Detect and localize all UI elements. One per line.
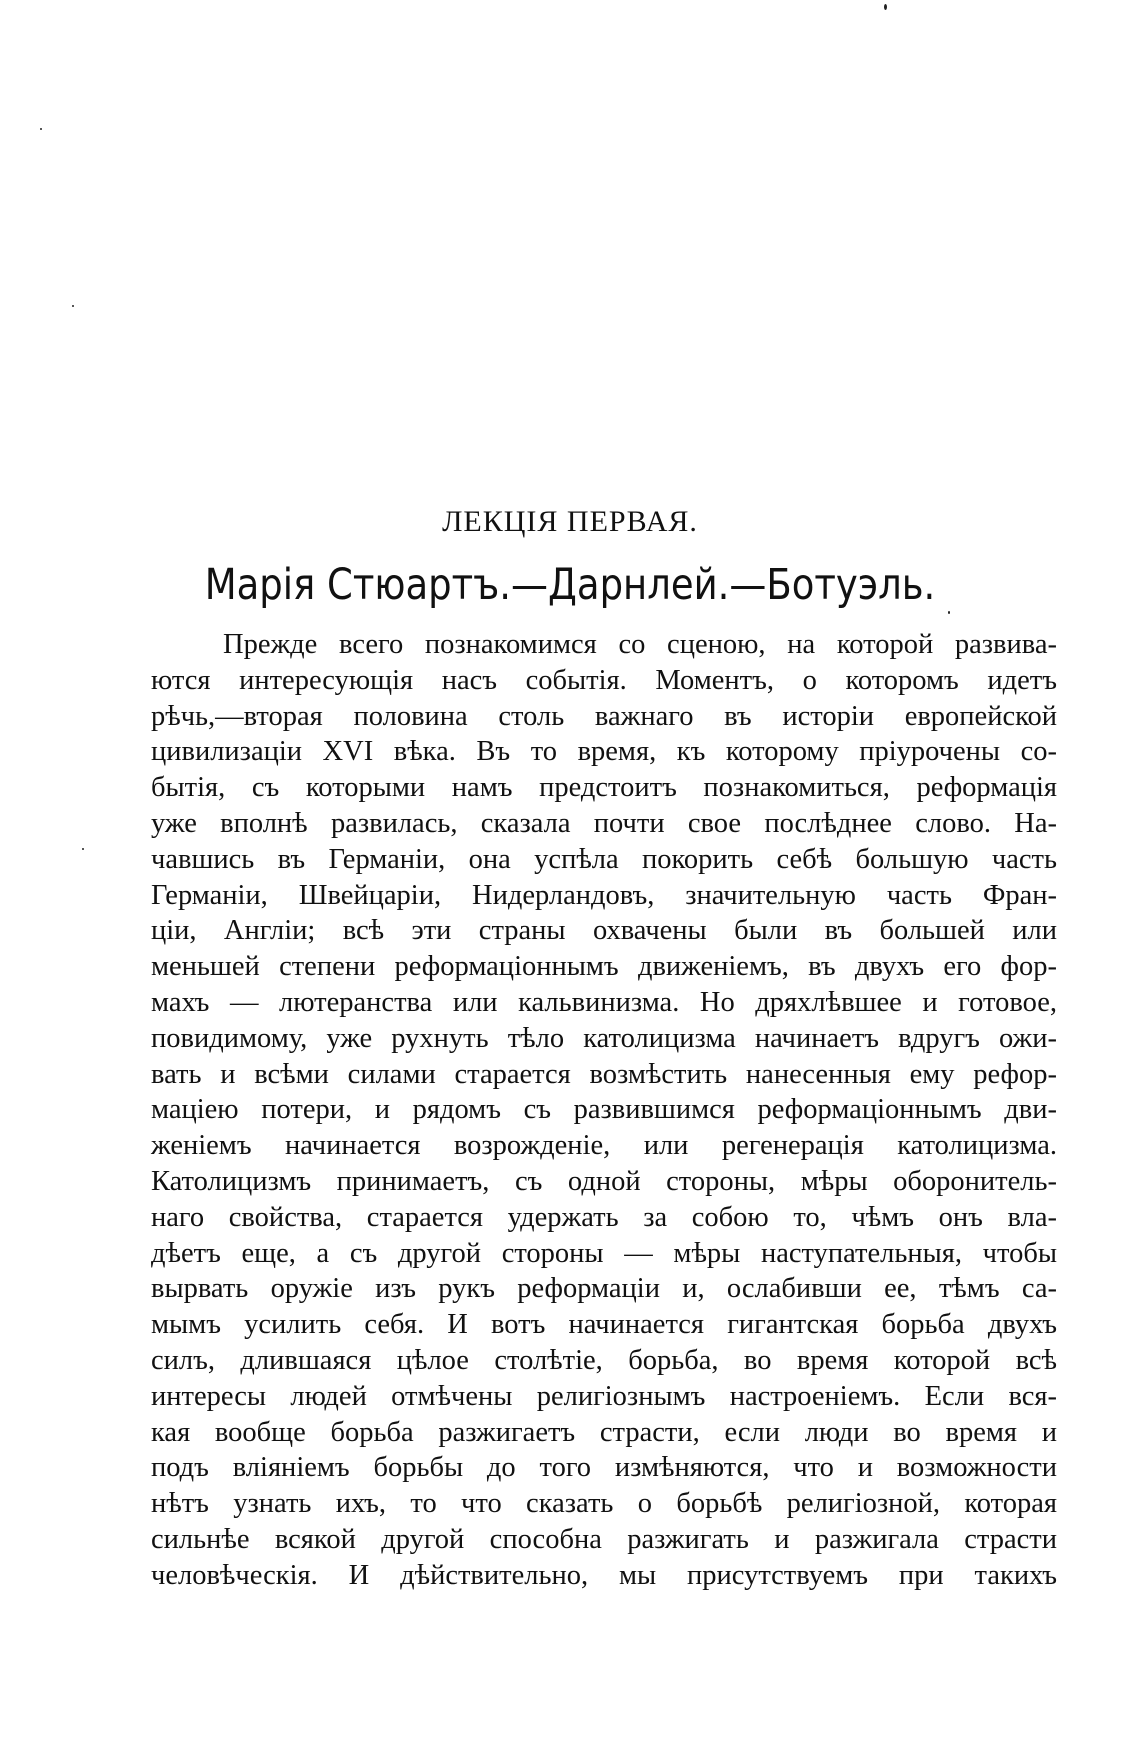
text-line: цивилизаціи XVI вѣка. Въ то время, къ которому пріурочены со-: [151, 736, 1057, 768]
text-line: человѣческія. И дѣйствительно, мы присутствуемъ при такихъ: [151, 1559, 1057, 1591]
text-line: наго свойства, старается удержать за собою то, чѣмъ онъ вла-: [151, 1201, 1057, 1233]
text-line: повидимому, уже рухнуть тѣло католицизма начинаетъ вдругъ ожи-: [151, 1022, 1057, 1054]
text-line: маціею потери, и рядомъ съ развившимся реформаціоннымъ дви-: [151, 1094, 1057, 1126]
scan-speck: [72, 305, 74, 307]
text-line: мымъ усилить себя. И вотъ начинается гигантская борьба двухъ: [151, 1309, 1057, 1341]
lecture-label: ЛЕКЦІЯ ПЕРВАЯ.: [442, 505, 698, 538]
text-line: силъ, длившаяся цѣлое столѣтіе, борьба, во время которой всѣ: [151, 1344, 1057, 1376]
text-line: женіемъ начинается возрожденіе, или регенерація католицизма.: [151, 1130, 1057, 1162]
text-line: меньшей степени реформаціоннымъ движеніемъ, въ двухъ его фор-: [151, 951, 1057, 983]
body-paragraph: [151, 627, 1057, 1594]
text-line: рѣчь,—вторая половина столь важнаго въ исторіи европейской: [151, 700, 1057, 732]
text-line: уже вполнѣ развилась, сказала почти свое послѣднее слово. На-: [151, 807, 1057, 839]
text-line: вырвать оружіе изъ рукъ реформаціи и, ослабивши ее, тѣмъ са-: [151, 1273, 1057, 1305]
text-line: дѣетъ еще, а съ другой стороны — мѣры наступательныя, чтобы: [151, 1237, 1057, 1269]
text-line: кая вообще борьба разжигаетъ страсти, если люди во время и: [151, 1416, 1057, 1448]
scan-speck: [884, 4, 887, 10]
text-line: Германіи, Швейцаріи, Нидерландовъ, значительную часть Фран-: [151, 879, 1057, 911]
text-line: сильнѣе всякой другой способна разжигать и разжигала страсти: [151, 1523, 1057, 1555]
text-line: ціи, Англіи; всѣ эти страны охвачены были въ большей или: [151, 915, 1057, 947]
scan-speck: [82, 848, 84, 850]
text-line: вать и всѣми силами старается возмѣстить нанесенныя ему рефор-: [151, 1058, 1057, 1090]
chapter-title: Марія Стюартъ.—Дарнлей.—Ботуэль.: [204, 560, 936, 610]
text-line: чавшись въ Германіи, она успѣла покорить себѣ большую часть: [151, 843, 1057, 875]
text-line: подъ вліяніемъ борьбы до того измѣняются, что и возможности: [151, 1452, 1057, 1484]
text-line: интересы людей отмѣчены религіознымъ настроеніемъ. Если вся-: [151, 1380, 1057, 1412]
scan-speck: [40, 128, 42, 130]
text-line: ются интересующія насъ событія. Моментъ, о которомъ идетъ: [151, 664, 1057, 696]
text-line: махъ — лютеранства или кальвинизма. Но дряхлѣвшее и готовое,: [151, 986, 1057, 1018]
text-line: Католицизмъ принимаетъ, съ одной стороны, мѣры оборонитель-: [151, 1165, 1057, 1197]
text-line: бытія, съ которыми намъ предстоитъ познакомиться, реформація: [151, 772, 1057, 804]
text-line: Прежде всего познакомимся со сценою, на которой развива-: [223, 629, 1057, 660]
text-line: нѣтъ узнать ихъ, то что сказать о борьбѣ религіозной, которая: [151, 1488, 1057, 1520]
